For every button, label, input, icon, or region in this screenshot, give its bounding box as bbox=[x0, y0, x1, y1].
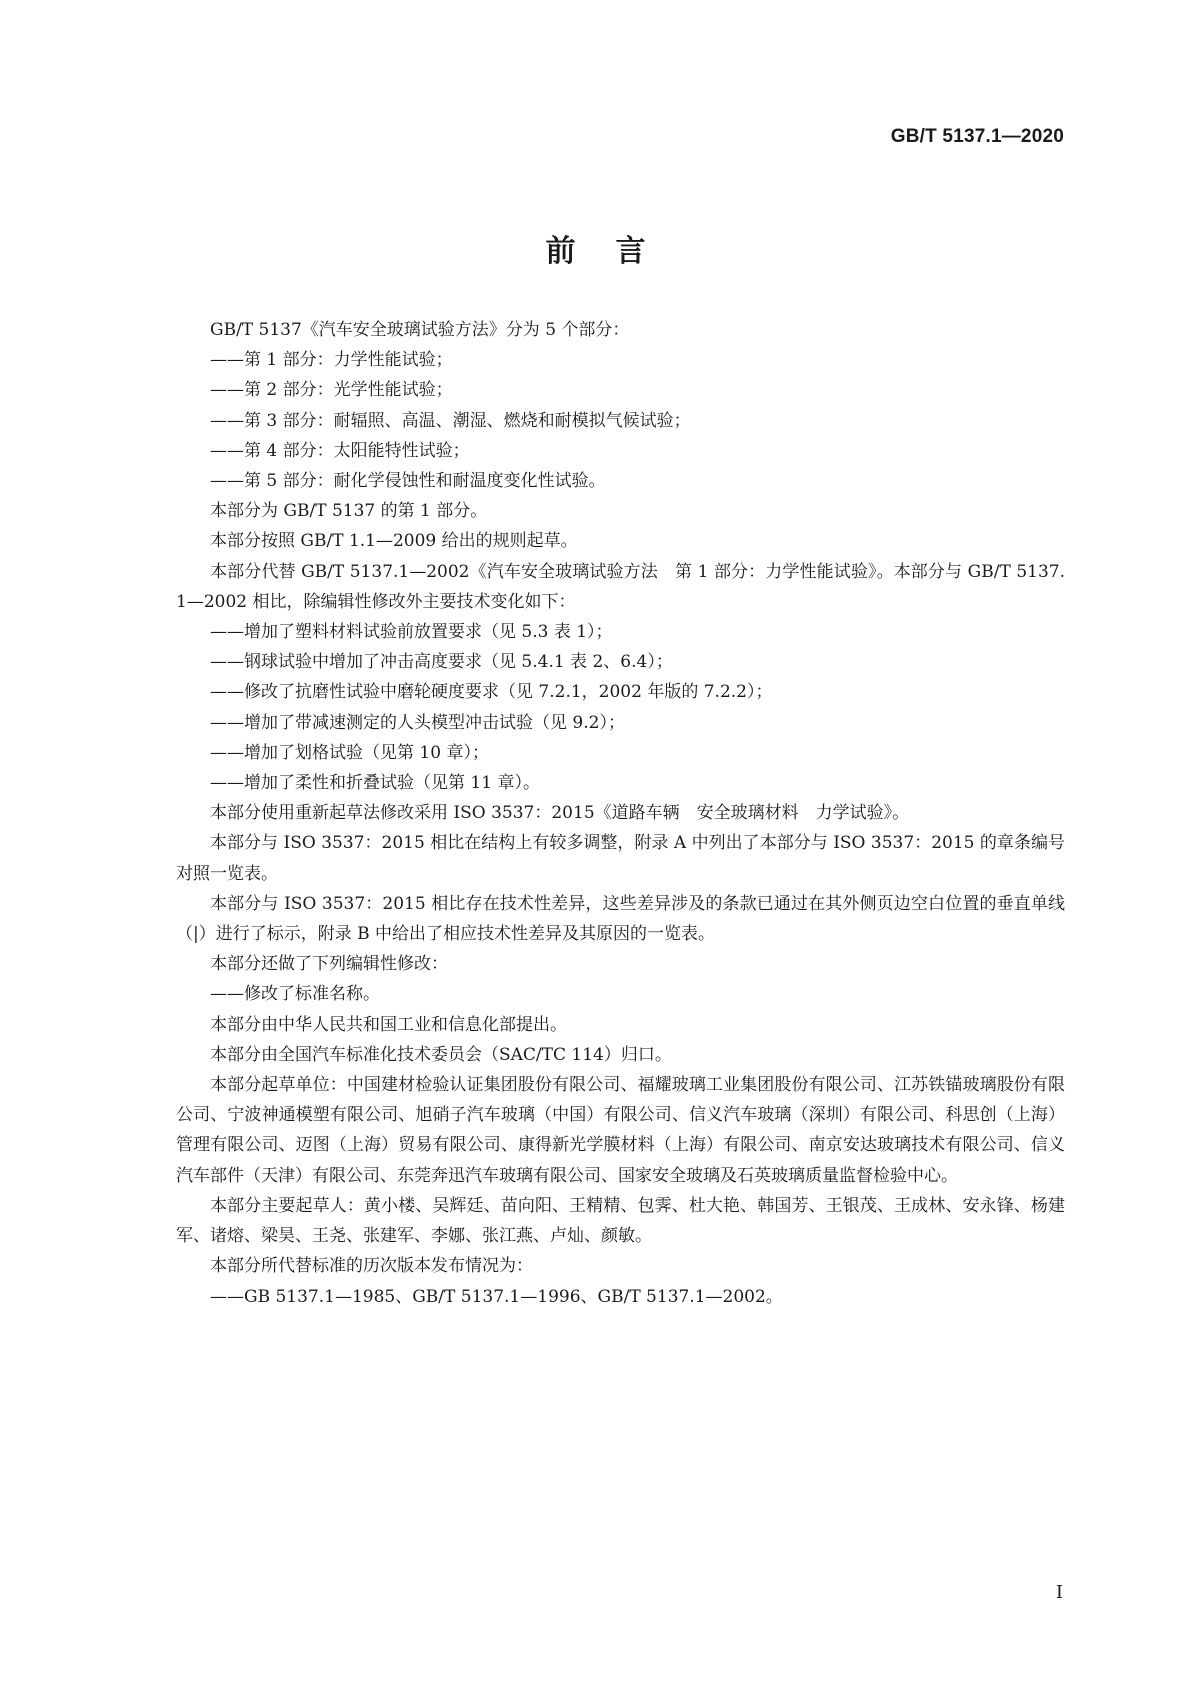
paragraph-editorial-changes: 本部分还做了下列编辑性修改： bbox=[210, 954, 448, 975]
list-item-part-4: ——第 4 部分：太阳能特性试验； bbox=[210, 440, 470, 461]
paragraph-this-part: 本部分为 GB/T 5137 的第 1 部分。 bbox=[210, 501, 488, 522]
paragraph-drafting-rules: 本部分按照 GB/T 1.1—2009 给出的规则起草。 bbox=[210, 531, 578, 552]
foreword-body bbox=[176, 315, 1065, 1312]
list-item-part-1: ——第 1 部分：力学性能试验； bbox=[210, 350, 453, 371]
paragraph-parts-intro: GB/T 5137《汽车安全玻璃试验方法》分为 5 个部分： bbox=[210, 320, 630, 340]
paragraph-structure-adjustment: 本部分与 ISO 3537：2015 相比在结构上有较多调整，附录 A 中列出了本部分与 ISO 3537：2015 的章条编号对照一览表。 bbox=[176, 833, 1065, 884]
list-item-change-1: ——增加了塑料材料试验前放置要求（见 5.3 表 1）； bbox=[210, 622, 613, 643]
page-number: I bbox=[1055, 1582, 1063, 1603]
list-item-change-3: ——修改了抗磨性试验中磨轮硬度要求（见 7.2.1，2002 年版的 7.2.2）； bbox=[210, 682, 773, 703]
paragraph-proposed-by: 本部分由中华人民共和国工业和信息化部提出。 bbox=[210, 1014, 567, 1035]
paragraph-drafting-units: 本部分起草单位：中国建材检验认证集团股份有限公司、福耀玻璃工业集团股份有限公司、江苏铁锚玻璃股份有限公司、宁波神通模塑有限公司、旭硝子汽车玻璃（中国）有限公司、信义汽车玻璃（深圳）有限公司、科思创（上海）管理有限公司、迈图（上海）贸易有限公司、康得新光学膜材料（上海）有限公司、南京安达玻璃技术有限公司、信义汽车部件（天津）有限公司、东莞奔迅汽车玻璃有限公司、国家安全玻璃及石英玻璃质量监督检验中心。 bbox=[176, 1075, 1065, 1186]
list-item-previous-editions: ——GB 5137.1—1985、GB/T 5137.1—1996、GB/T 5137.1—2002。 bbox=[210, 1286, 783, 1307]
list-item-change-2: ——钢球试验中增加了冲击高度要求（见 5.4.1 表 2、6.4）； bbox=[210, 652, 673, 673]
list-item-editorial-change: ——修改了标准名称。 bbox=[210, 984, 380, 1005]
paragraph-replaces: 本部分代替 GB/T 5137.1—2002《汽车安全玻璃试验方法 第 1 部分：力学性能试验》。本部分与 GB/T 5137.1—2002 相比，除编辑性修改外主要技术变化如下： bbox=[176, 561, 1065, 612]
standard-code: GB/T 5137.1—2020 bbox=[890, 126, 1064, 147]
paragraph-technical-differences: 本部分与 ISO 3537：2015 相比存在技术性差异，这些差异涉及的条款已通过在其外侧页边空白位置的垂直单线（|）进行了标示，附录 B 中给出了相应技术性差异及其原因的一览表。 bbox=[176, 893, 1065, 945]
list-item-part-5: ——第 5 部分：耐化学侵蚀性和耐温度变化性试验。 bbox=[210, 471, 606, 492]
paragraph-previous-editions: 本部分所代替标准的历次版本发布情况为： bbox=[210, 1256, 533, 1277]
list-item-change-5: ——增加了划格试验（见第 10 章）； bbox=[210, 742, 489, 763]
paragraph-iso-adoption: 本部分使用重新起草法修改采用 ISO 3537：2015《道路车辆 安全玻璃材料 力学试验》。 bbox=[210, 803, 910, 824]
page-title: 前言 bbox=[545, 234, 686, 269]
list-item-change-6: ——增加了柔性和折叠试验（见第 11 章）。 bbox=[210, 773, 540, 794]
list-item-part-2: ——第 2 部分：光学性能试验； bbox=[210, 380, 453, 401]
paragraph-drafters: 本部分主要起草人：黄小楼、吴辉廷、苗向阳、王精精、包霁、杜大艳、韩国芳、王银茂、王成林、安永锋、杨建军、诸熔、梁昊、王尧、张建军、李娜、张江燕、卢灿、颜敏。 bbox=[176, 1195, 1065, 1247]
list-item-part-3: ——第 3 部分：耐辐照、高温、潮湿、燃烧和耐模拟气候试验； bbox=[210, 410, 691, 431]
list-item-change-4: ——增加了带减速测定的人头模型冲击试验（见 9.2）； bbox=[210, 712, 625, 733]
paragraph-under-jurisdiction: 本部分由全国汽车标准化技术委员会（SAC/TC 114）归口。 bbox=[210, 1044, 672, 1065]
